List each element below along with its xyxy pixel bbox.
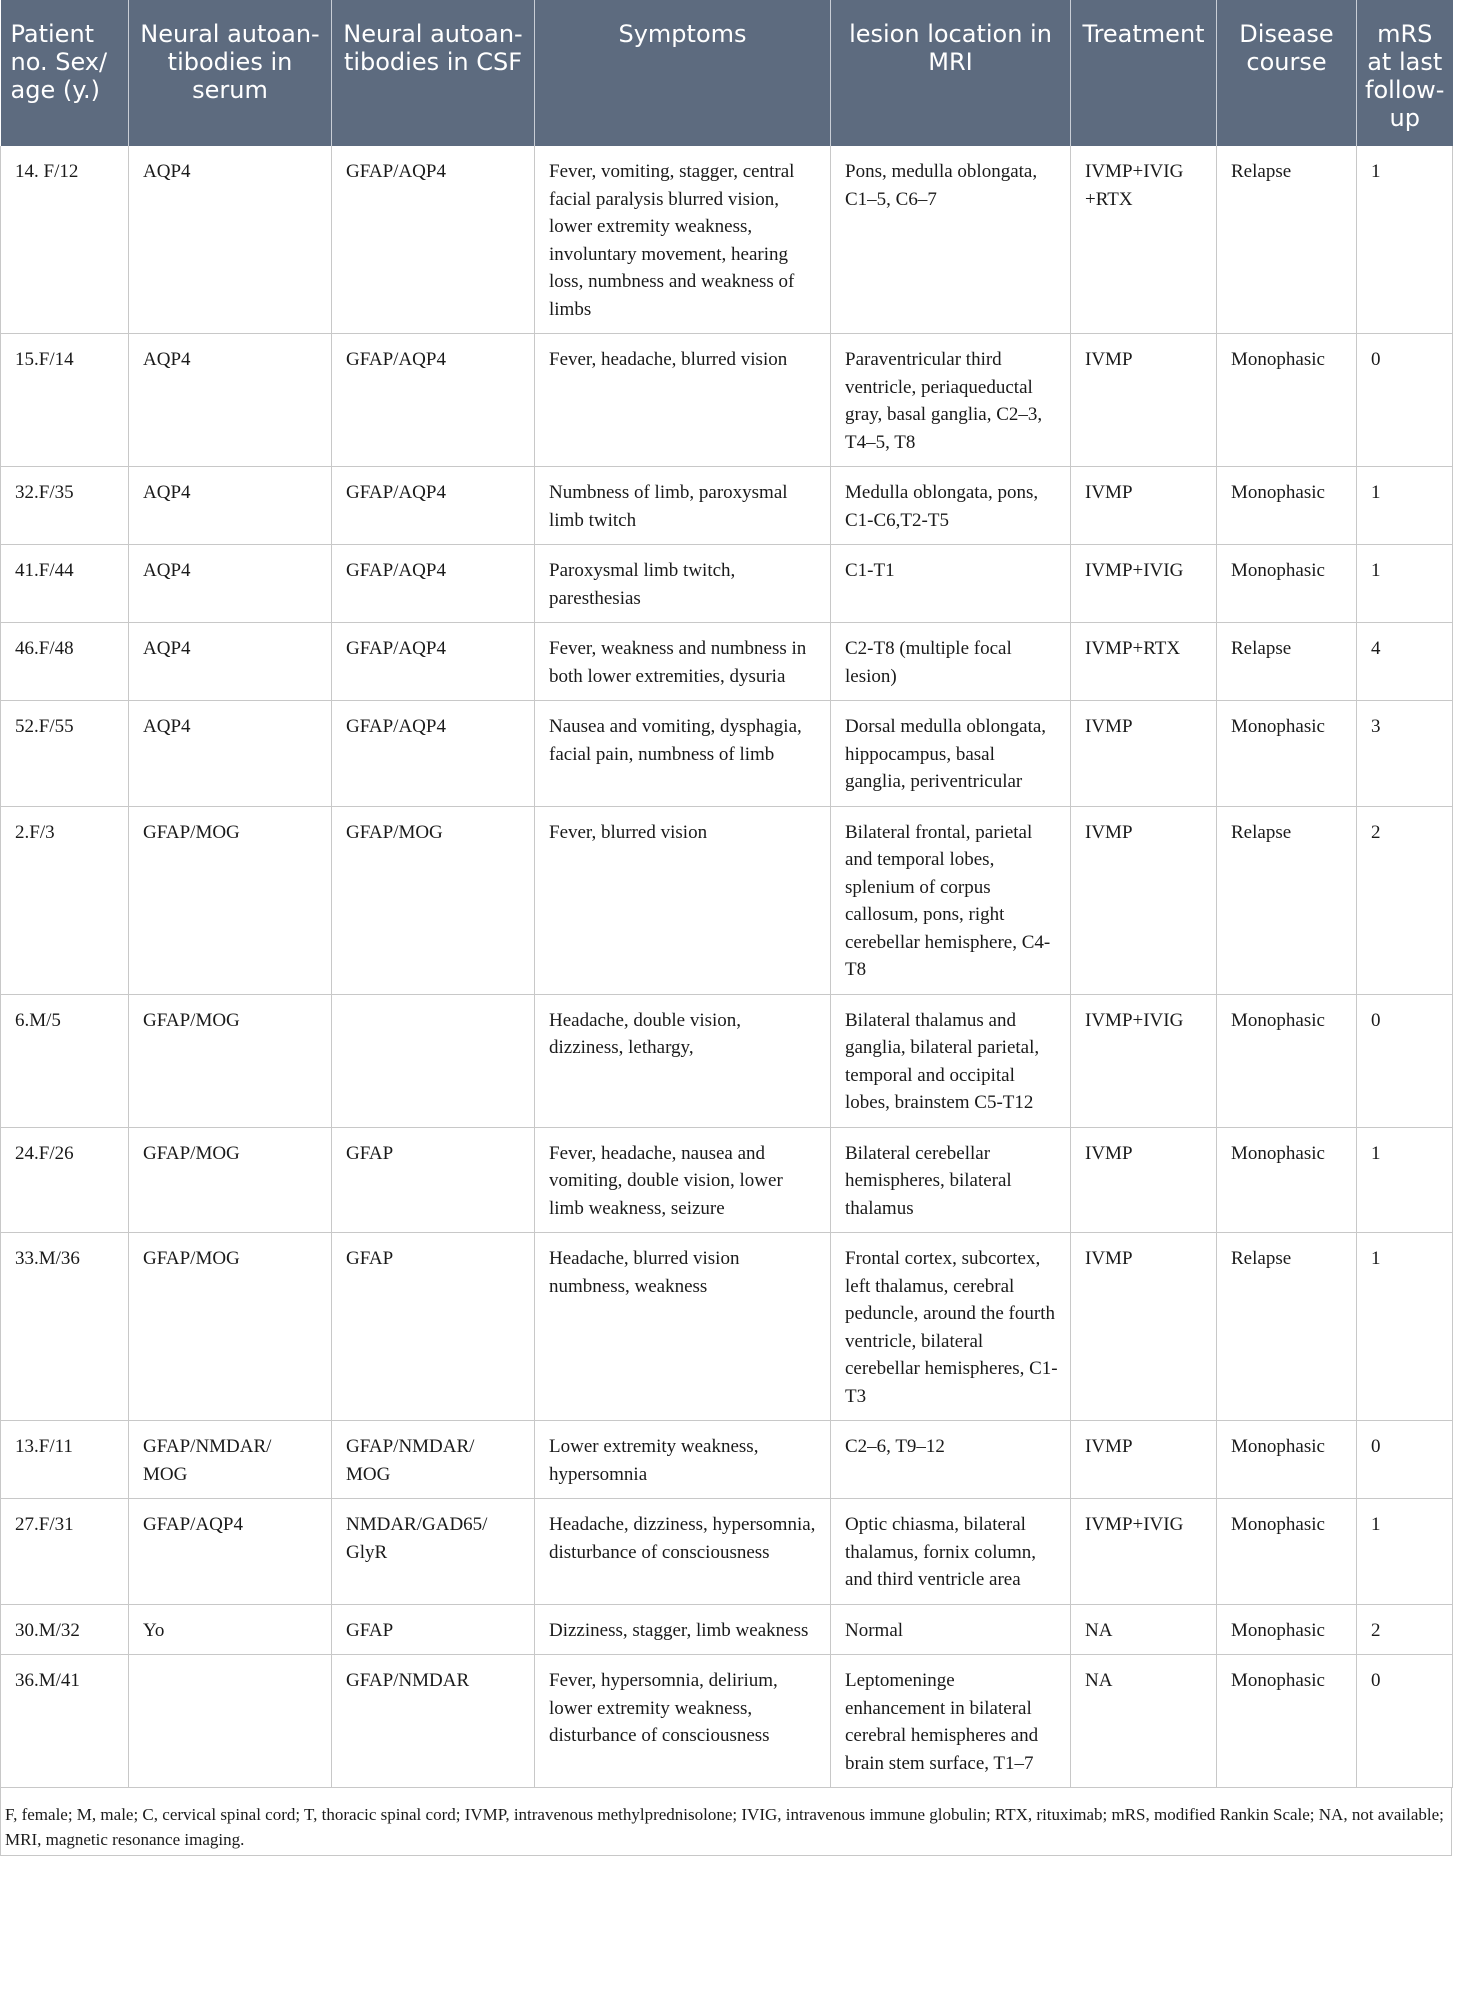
- table-row: [1, 1604, 1453, 1655]
- cell-treatment: IVMP: [1071, 467, 1217, 545]
- cell-lesion: Paraventricular third ventricle, periaqueductal gray, basal ganglia, C2–3, T4–5, T8: [831, 334, 1071, 467]
- header-patient: Patient no. Sex/ age (y.): [1, 0, 129, 146]
- cell-lesion: Pons, medulla oblongata, C1–5, C6–7: [831, 146, 1071, 334]
- table-row: [1, 1127, 1453, 1233]
- cell-serum: GFAP/MOG: [129, 994, 332, 1127]
- cell-patient: 33.M/36: [1, 1233, 129, 1421]
- cell-serum: AQP4: [129, 334, 332, 467]
- cell-course: Relapse: [1217, 806, 1357, 994]
- table-body: [1, 146, 1453, 1788]
- cell-csf: GFAP/AQP4: [332, 623, 535, 701]
- cell-treatment: IVMP: [1071, 1421, 1217, 1499]
- header-course: Disease course: [1217, 0, 1357, 146]
- cell-lesion: C2-T8 (multiple focal lesion): [831, 623, 1071, 701]
- cell-mrs: 0: [1357, 994, 1453, 1127]
- cell-mrs: 1: [1357, 146, 1453, 334]
- cell-symptoms: Paroxysmal limb twitch, paresthesias: [535, 545, 831, 623]
- cell-csf: GFAP/NMDAR: [332, 1655, 535, 1788]
- cell-lesion: C2–6, T9–12: [831, 1421, 1071, 1499]
- header-symptoms: Symptoms: [535, 0, 831, 146]
- cell-mrs: 4: [1357, 623, 1453, 701]
- cell-symptoms: Fever, headache, nausea and vomiting, double vision, lower limb weakness, seizure: [535, 1127, 831, 1233]
- cell-treatment: NA: [1071, 1604, 1217, 1655]
- cell-lesion: Normal: [831, 1604, 1071, 1655]
- cell-treatment: IVMP+IVIG: [1071, 1499, 1217, 1605]
- cell-treatment: IVMP+IVIG: [1071, 994, 1217, 1127]
- cell-serum: Yo: [129, 1604, 332, 1655]
- cell-course: Monophasic: [1217, 701, 1357, 807]
- cell-serum: AQP4: [129, 467, 332, 545]
- cell-course: Monophasic: [1217, 334, 1357, 467]
- cell-mrs: 0: [1357, 1421, 1453, 1499]
- cell-course: Monophasic: [1217, 1421, 1357, 1499]
- table-row: [1, 1233, 1453, 1421]
- header-lesion: lesion location in MRI: [831, 0, 1071, 146]
- cell-mrs: 1: [1357, 467, 1453, 545]
- cell-treatment: IVMP+RTX: [1071, 623, 1217, 701]
- cell-course: Relapse: [1217, 146, 1357, 334]
- cell-mrs: 0: [1357, 334, 1453, 467]
- cell-serum: AQP4: [129, 545, 332, 623]
- cell-symptoms: Fever, blurred vision: [535, 806, 831, 994]
- cell-symptoms: Headache, blurred vision numbness, weakness: [535, 1233, 831, 1421]
- cell-mrs: 2: [1357, 1604, 1453, 1655]
- cell-course: Monophasic: [1217, 1127, 1357, 1233]
- cell-mrs: 2: [1357, 806, 1453, 994]
- cell-patient: 27.F/31: [1, 1499, 129, 1605]
- cell-mrs: 1: [1357, 1127, 1453, 1233]
- cell-course: Monophasic: [1217, 545, 1357, 623]
- cell-serum: GFAP/NMDAR/ MOG: [129, 1421, 332, 1499]
- cell-csf: GFAP/AQP4: [332, 146, 535, 334]
- cell-lesion: Bilateral cerebellar hemispheres, bilateral thalamus: [831, 1127, 1071, 1233]
- cell-csf: GFAP/NMDAR/ MOG: [332, 1421, 535, 1499]
- cell-course: Monophasic: [1217, 467, 1357, 545]
- cell-course: Relapse: [1217, 1233, 1357, 1421]
- table-row: [1, 1655, 1453, 1788]
- cell-course: Monophasic: [1217, 994, 1357, 1127]
- cell-lesion: Bilateral thalamus and ganglia, bilateral parietal, temporal and occipital lobes, brainstem C5-T12: [831, 994, 1071, 1127]
- cell-lesion: Dorsal medulla oblongata, hippocampus, basal ganglia, periventricular: [831, 701, 1071, 807]
- cell-csf: NMDAR/GAD65/ GlyR: [332, 1499, 535, 1605]
- cell-lesion: Frontal cortex, subcortex, left thalamus, cerebral peduncle, around the fourth ventricle, bilateral cerebellar hemispheres, C1-T3: [831, 1233, 1071, 1421]
- header-treatment: Treatment: [1071, 0, 1217, 146]
- cell-csf: GFAP/AQP4: [332, 467, 535, 545]
- cell-patient: 6.M/5: [1, 994, 129, 1127]
- cell-lesion: Bilateral frontal, parietal and temporal lobes, splenium of corpus callosum, pons, right cerebellar hemisphere, C4-T8: [831, 806, 1071, 994]
- cell-mrs: 3: [1357, 701, 1453, 807]
- cell-mrs: 1: [1357, 1233, 1453, 1421]
- cell-lesion: Medulla oblongata, pons, C1-C6,T2-T5: [831, 467, 1071, 545]
- table-header: [1, 0, 1453, 146]
- cell-lesion: Optic chiasma, bilateral thalamus, fornix column, and third ventricle area: [831, 1499, 1071, 1605]
- table-row: [1, 701, 1453, 807]
- cell-treatment: IVMP: [1071, 334, 1217, 467]
- table-row: [1, 806, 1453, 994]
- cell-treatment: IVMP: [1071, 1127, 1217, 1233]
- cell-symptoms: Numbness of limb, paroxysmal limb twitch: [535, 467, 831, 545]
- cell-lesion: Leptomeninge enhancement in bilateral cerebral hemispheres and brain stem surface, T1–7: [831, 1655, 1071, 1788]
- cell-mrs: 0: [1357, 1655, 1453, 1788]
- table-row: [1, 1499, 1453, 1605]
- cell-serum: GFAP/MOG: [129, 1127, 332, 1233]
- cell-csf: GFAP: [332, 1127, 535, 1233]
- cell-symptoms: Lower extremity weakness, hypersomnia: [535, 1421, 831, 1499]
- cell-patient: 52.F/55: [1, 701, 129, 807]
- cell-symptoms: Nausea and vomiting, dysphagia, facial pain, numbness of limb: [535, 701, 831, 807]
- cell-patient: 46.F/48: [1, 623, 129, 701]
- cell-treatment: IVMP+IVIG +RTX: [1071, 146, 1217, 334]
- table-row: [1, 545, 1453, 623]
- cell-csf: GFAP/AQP4: [332, 545, 535, 623]
- header-serum: Neural autoan- tibodies in serum: [129, 0, 332, 146]
- cell-csf: GFAP: [332, 1233, 535, 1421]
- cell-patient: 41.F/44: [1, 545, 129, 623]
- table-footnote: F, female; M, male; C, cervical spinal cord; T, thoracic spinal cord; IVMP, intravenous methylprednisolone; IVIG, intravenous immune globulin; RTX, rituximab; mRS, modified Rankin Scale; NA, not available; MRI, magnetic resonance imaging.: [0, 1788, 1452, 1856]
- cell-patient: 24.F/26: [1, 1127, 129, 1233]
- table-row: [1, 467, 1453, 545]
- cell-course: Relapse: [1217, 623, 1357, 701]
- cell-symptoms: Fever, hypersomnia, delirium, lower extremity weakness, disturbance of consciousness: [535, 1655, 831, 1788]
- cell-serum: AQP4: [129, 146, 332, 334]
- cell-serum: AQP4: [129, 623, 332, 701]
- cell-serum: GFAP/AQP4: [129, 1499, 332, 1605]
- cell-serum: [129, 1655, 332, 1788]
- cell-serum: GFAP/MOG: [129, 806, 332, 994]
- cell-patient: 14. F/12: [1, 146, 129, 334]
- cell-course: Monophasic: [1217, 1499, 1357, 1605]
- cell-csf: GFAP/MOG: [332, 806, 535, 994]
- cell-patient: 15.F/14: [1, 334, 129, 467]
- cell-treatment: IVMP: [1071, 701, 1217, 807]
- cell-symptoms: Fever, vomiting, stagger, central facial paralysis blurred vision, lower extremity weakness, involuntary movement, hearing loss, numbness and weakness of limbs: [535, 146, 831, 334]
- table-row: [1, 334, 1453, 467]
- cell-treatment: IVMP: [1071, 806, 1217, 994]
- cell-symptoms: Headache, double vision, dizziness, lethargy,: [535, 994, 831, 1127]
- cell-patient: 13.F/11: [1, 1421, 129, 1499]
- header-csf: Neural autoan- tibodies in CSF: [332, 0, 535, 146]
- table-row: [1, 146, 1453, 334]
- cell-csf: GFAP: [332, 1604, 535, 1655]
- cell-symptoms: Fever, weakness and numbness in both lower extremities, dysuria: [535, 623, 831, 701]
- cell-symptoms: Headache, dizziness, hypersomnia, disturbance of consciousness: [535, 1499, 831, 1605]
- cell-symptoms: Dizziness, stagger, limb weakness: [535, 1604, 831, 1655]
- cell-serum: GFAP/MOG: [129, 1233, 332, 1421]
- table-row: [1, 994, 1453, 1127]
- header-mrs: mRS at last follow- up: [1357, 0, 1453, 146]
- cell-treatment: IVMP: [1071, 1233, 1217, 1421]
- cell-mrs: 1: [1357, 1499, 1453, 1605]
- cell-lesion: C1-T1: [831, 545, 1071, 623]
- cell-course: Monophasic: [1217, 1604, 1357, 1655]
- cell-treatment: IVMP+IVIG: [1071, 545, 1217, 623]
- table-row: [1, 623, 1453, 701]
- cell-patient: 36.M/41: [1, 1655, 129, 1788]
- cell-patient: 30.M/32: [1, 1604, 129, 1655]
- cell-patient: 2.F/3: [1, 806, 129, 994]
- cell-csf: GFAP/AQP4: [332, 334, 535, 467]
- cell-treatment: NA: [1071, 1655, 1217, 1788]
- cell-course: Monophasic: [1217, 1655, 1357, 1788]
- table-row: [1, 1421, 1453, 1499]
- cell-mrs: 1: [1357, 545, 1453, 623]
- cell-symptoms: Fever, headache, blurred vision: [535, 334, 831, 467]
- cell-csf: GFAP/AQP4: [332, 701, 535, 807]
- cell-patient: 32.F/35: [1, 467, 129, 545]
- cell-serum: AQP4: [129, 701, 332, 807]
- cell-csf: [332, 994, 535, 1127]
